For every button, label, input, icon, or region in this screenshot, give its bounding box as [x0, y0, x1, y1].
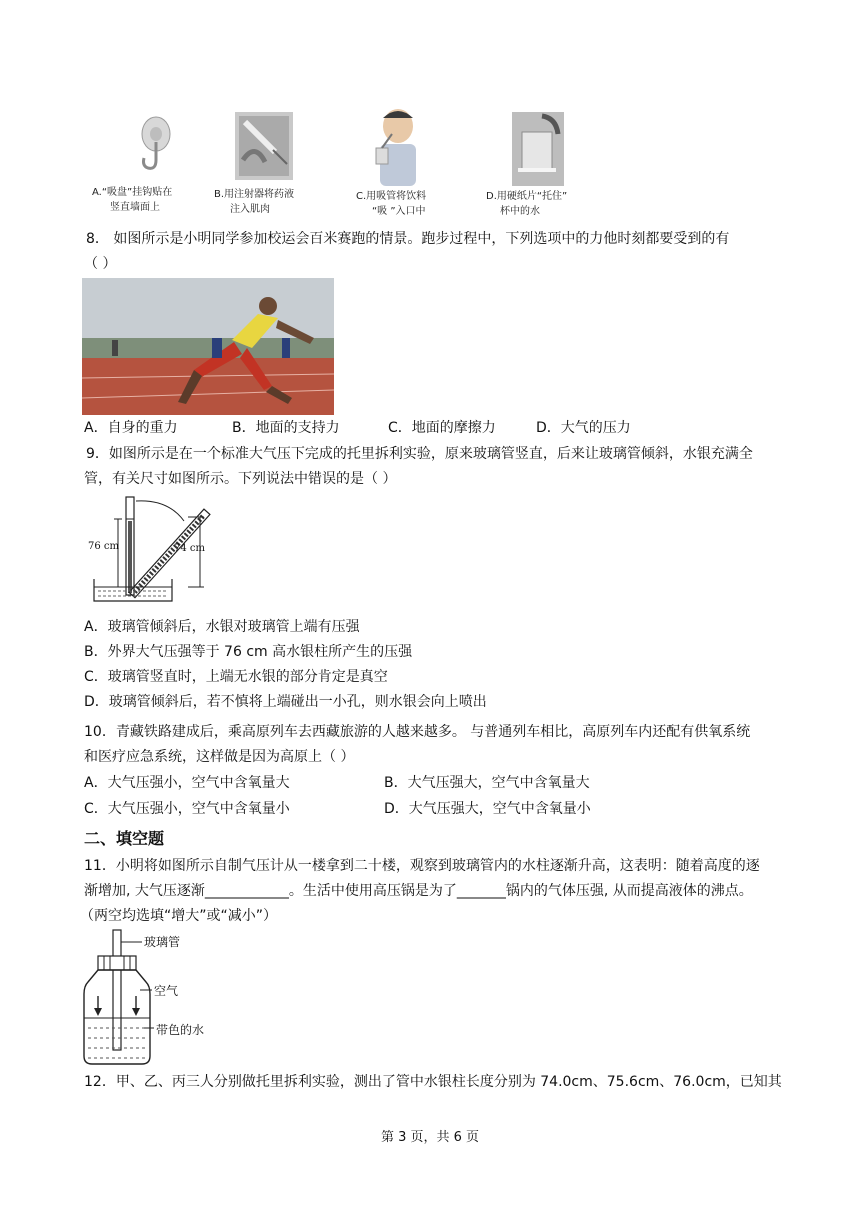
label-74cm: 74 cm: [174, 543, 205, 554]
page-footer: 第 3 页，共 6 页: [380, 1130, 480, 1145]
barometer-diagram: [80, 928, 230, 1066]
q8-stem-line2: （ ）: [84, 256, 117, 272]
cup-card-image: [512, 112, 564, 186]
q7-caption-c-line1: C.用吸管将饮料: [356, 191, 427, 202]
q10-option-d: D．大气压强大，空气中含氧量小: [384, 801, 591, 817]
q10-stem-line2: 和医疗应急系统，这样做是因为高原上（ ）: [84, 749, 355, 765]
q11-stem-line3: （两空均选填“增大”或“减小”）: [80, 908, 278, 924]
q7-caption-a-line2: 竖直墙面上: [110, 202, 160, 213]
q7-caption-c-line2: “吸 ”入口中: [372, 206, 426, 217]
label-glass-tube: 玻璃管: [144, 935, 181, 949]
q12-stem-line1: 12．甲、乙、丙三人分别做托里拆利实验，测出了管中水银柱长度分别为 74.0cm、75.6cm、76.0cm，已知其: [84, 1074, 782, 1090]
sprinter-photo-icon: [82, 278, 334, 415]
q11-stem-line1: 11．小明将如图所示自制气压计从一楼拿到二十楼，观察到玻璃管内的水柱逐渐升高，这表明：随着高度的逐: [84, 858, 760, 874]
sprinter-photo: [82, 278, 334, 415]
syringe-image: [235, 112, 293, 180]
q8-option-a: A．自身的重力: [84, 420, 178, 436]
q7-caption-b-line2: 注入肌肉: [230, 204, 270, 215]
q9-stem-line1: 9．如图所示是在一个标准大气压下完成的托里拆利实验，原来玻璃管竖直，后来让玻璃管倾斜，水银充满全: [86, 446, 753, 462]
label-colored-water: 带色的水: [156, 1023, 205, 1037]
q9-option-d: D．玻璃管倾斜后，若不慎将上端碰出一小孔，则水银会向上喷出: [84, 694, 487, 710]
q8-stem-line1: 8． 如图所示是小明同学参加校运会百米赛跑的情景。跑步过程中，下列选项中的力他时刻都要受到的有: [86, 231, 730, 247]
label-76cm: 76 cm: [88, 541, 119, 552]
cup-with-card-icon: [512, 112, 564, 186]
section-title-fill-in: 二、填空题: [84, 829, 165, 848]
q7-caption-a-line1: A.“吸盘”挂钩贴在: [92, 187, 173, 198]
syringe-injection-icon: [235, 112, 293, 180]
q8-option-c: C．地面的摩擦力: [388, 420, 496, 436]
q10-option-b: B．大气压强大，空气中含氧量大: [384, 775, 590, 791]
q9-stem-line2: 管，有关尺寸如图所示。下列说法中错误的是（ ）: [84, 471, 397, 487]
q7-caption-d-line2: 杯中的水: [500, 206, 540, 217]
q9-option-c: C．玻璃管竖直时，上端无水银的部分肯定是真空: [84, 669, 388, 685]
q7-caption-b-line1: B.用注射器将药液: [214, 189, 295, 200]
q10-option-c: C．大气压强小，空气中含氧量小: [84, 801, 290, 817]
q8-option-b: B．地面的支持力: [232, 420, 340, 436]
suction-cup-hook-icon: [128, 112, 188, 182]
suction-cup-hook-image: [128, 112, 188, 182]
child-drinking-straw-icon: [368, 106, 428, 186]
q10-option-a: A．大气压强小，空气中含氧量大: [84, 775, 290, 791]
label-air: 空气: [154, 984, 179, 998]
q9-option-b: B．外界大气压强等于 76 cm 高水银柱所产生的压强: [84, 644, 413, 660]
q10-stem-line1: 10．青藏铁路建成后，乘高原列车去西藏旅游的人越来越多。 与普通列车相比，高原列车内还配有供氧系统: [84, 724, 751, 740]
q11-stem-line2: 渐增加, 大气压逐渐____________。生活中使用高压锅是为了_______锅内的气体压强, 从而提高液体的沸点。: [84, 883, 753, 899]
q7-caption-d-line1: D.用硬纸片“托住”: [486, 191, 568, 202]
torricelli-diagram: [88, 493, 218, 605]
q8-option-d: D．大气的压力: [536, 420, 631, 436]
child-straw-image: [368, 106, 428, 186]
q9-option-a: A．玻璃管倾斜后，水银对玻璃管上端有压强: [84, 619, 360, 635]
